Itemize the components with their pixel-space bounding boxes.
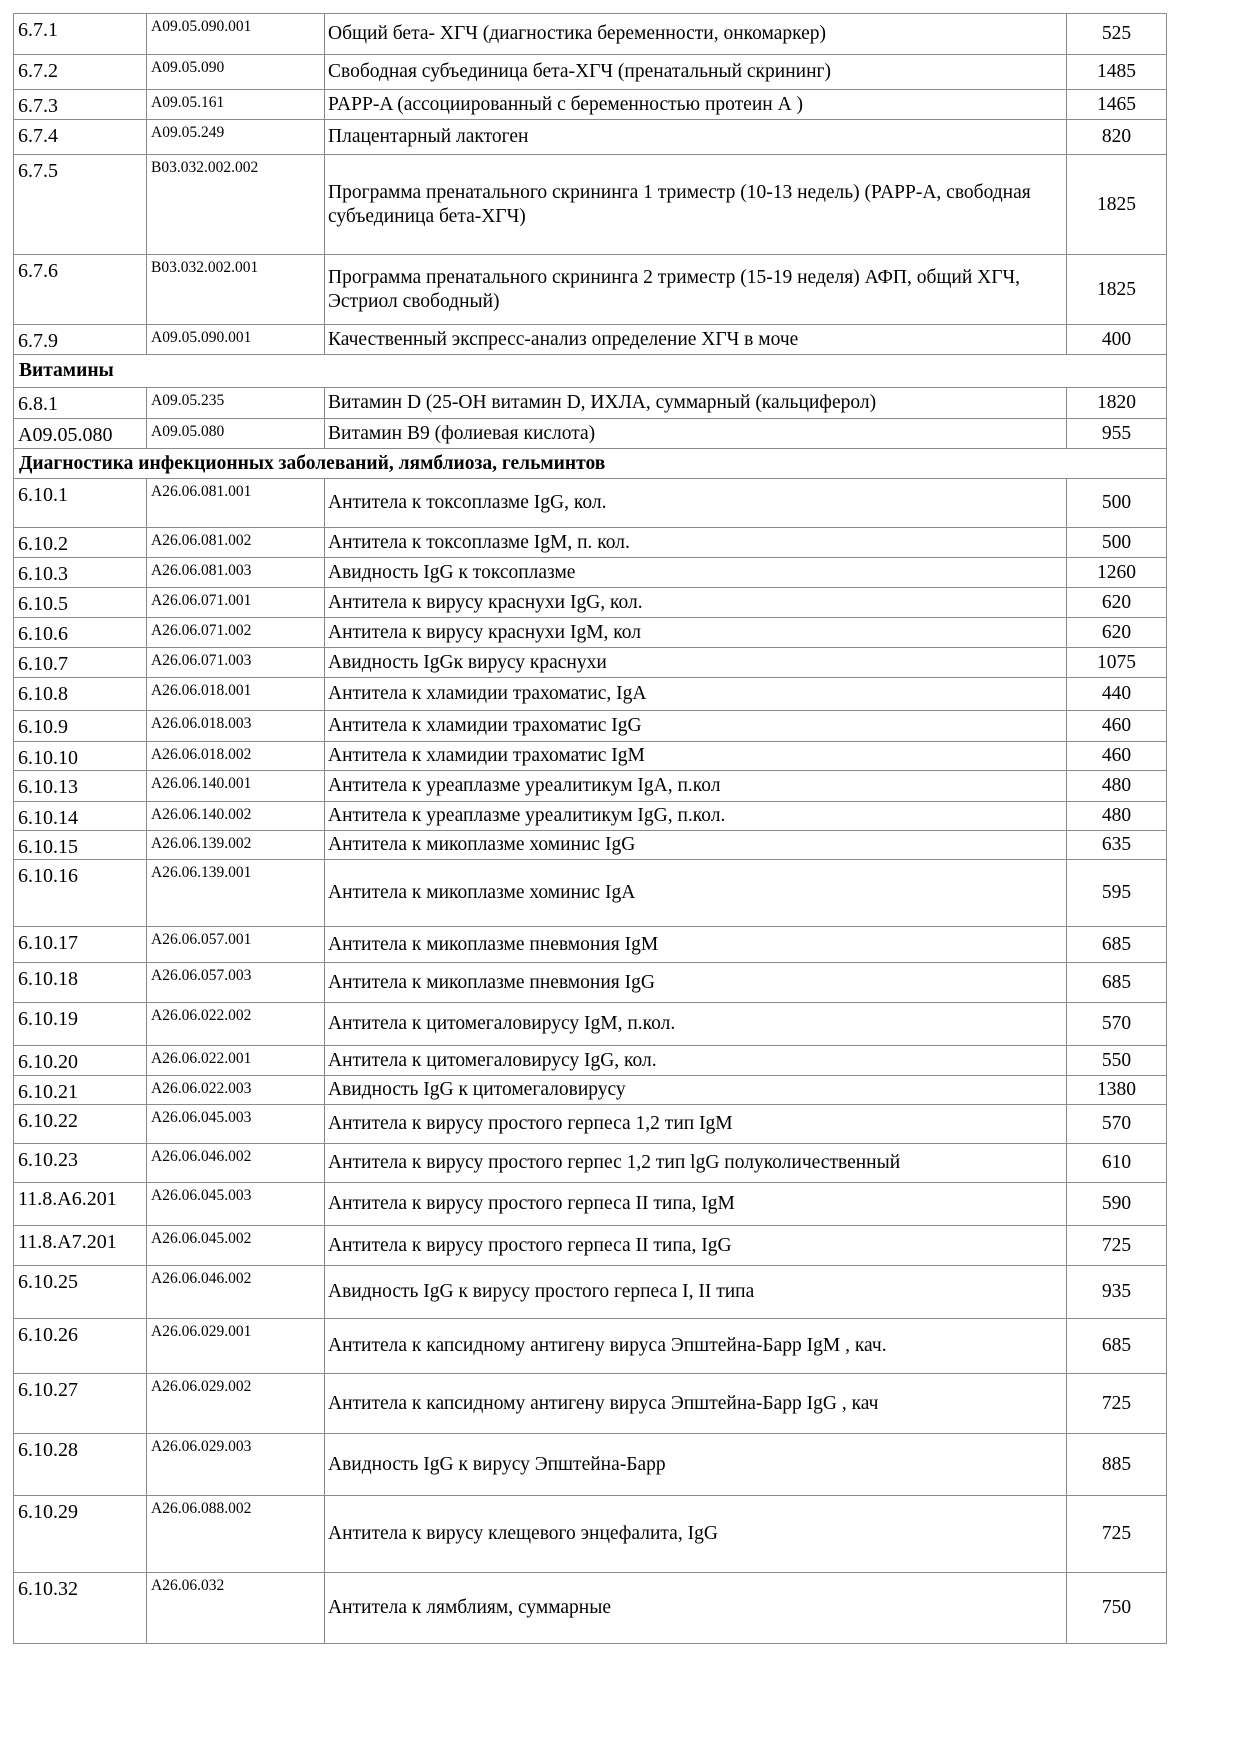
service-code: A26.06.057.001 xyxy=(147,927,325,963)
service-code: A26.06.088.002 xyxy=(147,1496,325,1573)
table-row xyxy=(14,588,1167,618)
service-code: A26.06.071.001 xyxy=(147,588,325,618)
section-row xyxy=(14,355,1167,388)
row-number: 6.10.5 xyxy=(14,588,147,618)
service-name: Антитела к вирусу простого герпеса II типа, IgM xyxy=(325,1183,1067,1226)
service-code: A26.06.140.001 xyxy=(147,771,325,802)
service-code: A26.06.139.001 xyxy=(147,860,325,927)
row-number: 6.10.8 xyxy=(14,678,147,711)
service-code: A26.06.029.002 xyxy=(147,1374,325,1434)
service-price: 480 xyxy=(1067,771,1167,802)
row-number: 6.7.5 xyxy=(14,155,147,255)
table-row xyxy=(14,1003,1167,1046)
service-code: A09.05.080 xyxy=(147,419,325,449)
table-row xyxy=(14,1183,1167,1226)
service-name: Антитела к уреаплазме уреалитикум IgG, п.кол. xyxy=(325,802,1067,831)
row-number: A09.05.080 xyxy=(14,419,147,449)
table-row xyxy=(14,802,1167,831)
service-code: A26.06.018.001 xyxy=(147,678,325,711)
service-code: A26.06.046.002 xyxy=(147,1266,325,1319)
table-row xyxy=(14,1226,1167,1266)
service-name: Антитела к вирусу краснухи IgM, кол xyxy=(325,618,1067,648)
service-code: A26.06.081.001 xyxy=(147,479,325,528)
row-number: 6.10.27 xyxy=(14,1374,147,1434)
service-name: Качественный экспресс-анализ определение ХГЧ в моче xyxy=(325,325,1067,355)
service-price: 750 xyxy=(1067,1573,1167,1644)
row-number: 6.10.21 xyxy=(14,1076,147,1105)
service-name: Витамин D (25-OH витамин D, ИХЛА, суммарный (кальциферол) xyxy=(325,388,1067,419)
row-number: 6.7.2 xyxy=(14,55,147,90)
service-price: 1825 xyxy=(1067,155,1167,255)
service-name: Антитела к токсоплазме IgG, кол. xyxy=(325,479,1067,528)
service-price: 1465 xyxy=(1067,90,1167,120)
service-code: A26.06.029.003 xyxy=(147,1434,325,1496)
service-price: 1075 xyxy=(1067,648,1167,678)
row-number: 6.10.2 xyxy=(14,528,147,558)
table-row xyxy=(14,558,1167,588)
service-name: Программа пренатального скрининга 2 триместр (15-19 неделя) АФП, общий ХГЧ, Эстриол свободный) xyxy=(325,255,1067,325)
service-code: A09.05.090.001 xyxy=(147,325,325,355)
row-number: 6.10.13 xyxy=(14,771,147,802)
row-number: 6.10.18 xyxy=(14,963,147,1003)
row-number: 11.8.A6.201 xyxy=(14,1183,147,1226)
table-row xyxy=(14,528,1167,558)
service-name: Антитела к вирусу клещевого энцефалита, IgG xyxy=(325,1496,1067,1573)
table-row xyxy=(14,771,1167,802)
service-price: 570 xyxy=(1067,1003,1167,1046)
row-number: 6.10.15 xyxy=(14,831,147,860)
service-price: 1485 xyxy=(1067,55,1167,90)
service-name: Антитела к вирусу краснухи IgG, кол. xyxy=(325,588,1067,618)
row-number: 6.10.20 xyxy=(14,1046,147,1076)
service-price: 610 xyxy=(1067,1144,1167,1183)
service-name: Общий бета- ХГЧ (диагностика беременности, онкомаркер) xyxy=(325,14,1067,55)
service-name: Плацентарный лактоген xyxy=(325,120,1067,155)
service-price: 590 xyxy=(1067,1183,1167,1226)
price-list-table xyxy=(13,13,1167,1644)
service-code: A26.06.071.003 xyxy=(147,648,325,678)
row-number: 6.10.25 xyxy=(14,1266,147,1319)
service-price: 725 xyxy=(1067,1374,1167,1434)
service-name: Антитела к микоплазме хоминис IgG xyxy=(325,831,1067,860)
service-price: 820 xyxy=(1067,120,1167,155)
service-name: Антитела к капсидному антигену вируса Эпштейна-Барр IgG , кач xyxy=(325,1374,1067,1434)
row-number: 6.10.7 xyxy=(14,648,147,678)
service-name: Антитела к вирусу простого герпеса II типа, IgG xyxy=(325,1226,1067,1266)
row-number: 6.10.1 xyxy=(14,479,147,528)
service-name: Антитела к капсидному антигену вируса Эпштейна-Барр IgM , кач. xyxy=(325,1319,1067,1374)
service-name: Авидность IgGк вирусу краснухи xyxy=(325,648,1067,678)
service-code: A26.06.018.002 xyxy=(147,742,325,771)
service-code: A09.05.249 xyxy=(147,120,325,155)
service-price: 440 xyxy=(1067,678,1167,711)
service-name: Программа пренатального скрининга 1 триместр (10-13 недель) (PAPP-A, свободная субъединица бета-ХГЧ) xyxy=(325,155,1067,255)
service-price: 500 xyxy=(1067,479,1167,528)
service-code: A26.06.046.002 xyxy=(147,1144,325,1183)
service-price: 525 xyxy=(1067,14,1167,55)
table-row xyxy=(14,155,1167,255)
service-name: PAPP-A (ассоциированный с беременностью протеин А ) xyxy=(325,90,1067,120)
service-name: Антитела к хламидии трахоматис, IgA xyxy=(325,678,1067,711)
row-number: 6.10.9 xyxy=(14,711,147,742)
service-name: Антитела к микоплазме хоминис IgA xyxy=(325,860,1067,927)
service-name: Авидность IgG к вирусу Эпштейна-Барр xyxy=(325,1434,1067,1496)
service-code: A26.06.032 xyxy=(147,1573,325,1644)
row-number: 6.10.29 xyxy=(14,1496,147,1573)
table-row xyxy=(14,678,1167,711)
row-number: 6.10.26 xyxy=(14,1319,147,1374)
row-number: 11.8.A7.201 xyxy=(14,1226,147,1266)
service-name: Антитела к микоплазме пневмония IgM xyxy=(325,927,1067,963)
service-code: A26.06.018.003 xyxy=(147,711,325,742)
service-name: Антитела к хламидии трахоматис IgG xyxy=(325,711,1067,742)
service-name: Свободная субъединица бета-ХГЧ (пренатальный скрининг) xyxy=(325,55,1067,90)
row-number: 6.7.4 xyxy=(14,120,147,155)
service-name: Антитела к вирусу простого герпеса 1,2 тип IgM xyxy=(325,1105,1067,1144)
table-row xyxy=(14,1434,1167,1496)
service-name: Авидность IgG к цитомегаловирусу xyxy=(325,1076,1067,1105)
table-row xyxy=(14,1076,1167,1105)
service-code: A26.06.022.003 xyxy=(147,1076,325,1105)
service-code: A09.05.090.001 xyxy=(147,14,325,55)
row-number: 6.10.19 xyxy=(14,1003,147,1046)
table-row xyxy=(14,90,1167,120)
service-price: 685 xyxy=(1067,1319,1167,1374)
table-row xyxy=(14,1105,1167,1144)
service-price: 1825 xyxy=(1067,255,1167,325)
service-name: Антитела к цитомегаловирусу IgG, кол. xyxy=(325,1046,1067,1076)
service-price: 480 xyxy=(1067,802,1167,831)
service-code: A26.06.071.002 xyxy=(147,618,325,648)
service-price: 550 xyxy=(1067,1046,1167,1076)
service-name: Антитела к токсоплазме IgM, п. кол. xyxy=(325,528,1067,558)
table-row xyxy=(14,711,1167,742)
row-number: 6.10.22 xyxy=(14,1105,147,1144)
service-name: Авидность IgG к вирусу простого герпеса I, II типа xyxy=(325,1266,1067,1319)
row-number: 6.10.28 xyxy=(14,1434,147,1496)
service-price: 460 xyxy=(1067,742,1167,771)
service-code: A26.06.140.002 xyxy=(147,802,325,831)
service-code: A26.06.139.002 xyxy=(147,831,325,860)
row-number: 6.10.32 xyxy=(14,1573,147,1644)
table-row xyxy=(14,255,1167,325)
service-price: 685 xyxy=(1067,963,1167,1003)
row-number: 6.10.14 xyxy=(14,802,147,831)
service-code: A09.05.235 xyxy=(147,388,325,419)
table-row xyxy=(14,1374,1167,1434)
service-name: Антитела к лямблиям, суммарные xyxy=(325,1573,1067,1644)
table-row xyxy=(14,419,1167,449)
table-row xyxy=(14,831,1167,860)
row-number: 6.10.10 xyxy=(14,742,147,771)
service-code: A26.06.022.001 xyxy=(147,1046,325,1076)
service-code: A26.06.045.003 xyxy=(147,1105,325,1144)
table-row xyxy=(14,1266,1167,1319)
service-name: Антитела к уреаплазме уреалитикум IgA, п.кол xyxy=(325,771,1067,802)
table-row xyxy=(14,1046,1167,1076)
service-price: 955 xyxy=(1067,419,1167,449)
table-row xyxy=(14,927,1167,963)
service-price: 400 xyxy=(1067,325,1167,355)
service-code: A09.05.090 xyxy=(147,55,325,90)
service-code: A09.05.161 xyxy=(147,90,325,120)
table-row xyxy=(14,1496,1167,1573)
service-price: 725 xyxy=(1067,1226,1167,1266)
service-price: 1260 xyxy=(1067,558,1167,588)
service-name: Антитела к вирусу простого герпес 1,2 тип lgG полуколичественный xyxy=(325,1144,1067,1183)
row-number: 6.7.9 xyxy=(14,325,147,355)
service-name: Авидность IgG к токсоплазме xyxy=(325,558,1067,588)
table-row xyxy=(14,1319,1167,1374)
row-number: 6.8.1 xyxy=(14,388,147,419)
service-price: 500 xyxy=(1067,528,1167,558)
table-row xyxy=(14,388,1167,419)
service-price: 1820 xyxy=(1067,388,1167,419)
row-number: 6.10.6 xyxy=(14,618,147,648)
service-code: B03.032.002.002 xyxy=(147,155,325,255)
service-price: 595 xyxy=(1067,860,1167,927)
table-row xyxy=(14,120,1167,155)
service-price: 620 xyxy=(1067,588,1167,618)
section-title: Витамины xyxy=(14,355,1167,388)
row-number: 6.7.6 xyxy=(14,255,147,325)
table-row xyxy=(14,963,1167,1003)
price-list-body xyxy=(14,14,1167,1644)
service-price: 725 xyxy=(1067,1496,1167,1573)
service-code: A26.06.022.002 xyxy=(147,1003,325,1046)
table-row xyxy=(14,1144,1167,1183)
table-row xyxy=(14,1573,1167,1644)
service-code: B03.032.002.001 xyxy=(147,255,325,325)
table-row xyxy=(14,325,1167,355)
service-price: 685 xyxy=(1067,927,1167,963)
service-price: 570 xyxy=(1067,1105,1167,1144)
row-number: 6.7.1 xyxy=(14,14,147,55)
service-price: 1380 xyxy=(1067,1076,1167,1105)
service-code: A26.06.081.003 xyxy=(147,558,325,588)
service-name: Антитела к хламидии трахоматис IgM xyxy=(325,742,1067,771)
service-name: Антитела к микоплазме пневмония IgG xyxy=(325,963,1067,1003)
service-code: A26.06.081.002 xyxy=(147,528,325,558)
service-name: Витамин В9 (фолиевая кислота) xyxy=(325,419,1067,449)
table-row xyxy=(14,55,1167,90)
row-number: 6.10.16 xyxy=(14,860,147,927)
section-row xyxy=(14,449,1167,479)
table-row xyxy=(14,479,1167,528)
service-price: 935 xyxy=(1067,1266,1167,1319)
service-price: 635 xyxy=(1067,831,1167,860)
row-number: 6.10.17 xyxy=(14,927,147,963)
table-row xyxy=(14,860,1167,927)
table-row xyxy=(14,648,1167,678)
table-row xyxy=(14,618,1167,648)
row-number: 6.10.23 xyxy=(14,1144,147,1183)
section-title: Диагностика инфекционных заболеваний, лямблиоза, гельминтов xyxy=(14,449,1167,479)
table-row xyxy=(14,742,1167,771)
service-name: Антитела к цитомегаловирусу IgM, п.кол. xyxy=(325,1003,1067,1046)
row-number: 6.10.3 xyxy=(14,558,147,588)
service-price: 460 xyxy=(1067,711,1167,742)
service-price: 885 xyxy=(1067,1434,1167,1496)
service-code: A26.06.057.003 xyxy=(147,963,325,1003)
service-code: A26.06.045.002 xyxy=(147,1226,325,1266)
service-price: 620 xyxy=(1067,618,1167,648)
row-number: 6.7.3 xyxy=(14,90,147,120)
service-code: A26.06.045.003 xyxy=(147,1183,325,1226)
service-code: A26.06.029.001 xyxy=(147,1319,325,1374)
table-row xyxy=(14,14,1167,55)
